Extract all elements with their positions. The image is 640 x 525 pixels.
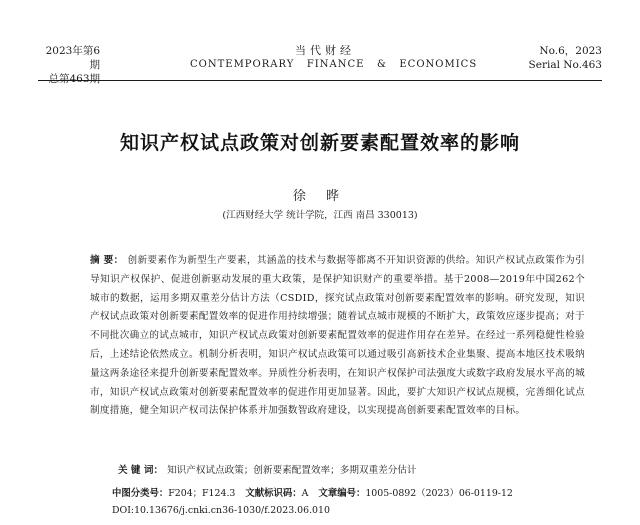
abstract [90, 252, 585, 421]
doi: DOI:10.13676/j.cnki.cn36-1030/f.2023.06.010 [112, 505, 330, 516]
journal-serial-info [502, 44, 602, 72]
total-issue: 总第463期 [48, 73, 100, 85]
keywords-label: 关 键 词： [118, 465, 164, 476]
article-author: 徐 晔 [292, 189, 348, 204]
journal-name [190, 44, 478, 72]
year-issue: 2023年第6期 [45, 45, 100, 71]
article-number-value: 1005-0892（2023）06-0119-12 [365, 488, 513, 499]
keywords-text: 知识产权试点政策；创新要素配置效率；多期双重差分估计 [167, 465, 417, 476]
journal-name-cn: 当代财经 [295, 44, 355, 57]
keywords [118, 462, 417, 476]
abstract-text: 创新要素作为新型生产要素，其涵盖的技术与数据等都离不开知识资源的供给。知识产权试点政策作为引导知识产权保护、促进创新驱动发展的重大政策，是保护知识财产的重要举措。基于2008—2019年中国262个城市的数据，运用多期双重差分估计方法（CSDID，探究试点政策对创新要素配置效率的影响。研究发现，知识产权试点政策对创新要素配置效率的促进作用持续增强；随着试点城市规模的不断扩大，政策效应逐步提高；对于不同批次确立的试点城市，知识产权试点政策对创新要素配置效率的促进作用存在差异。在经过一系列稳健性检验后，上述结论依然成立。机制分析表明，知识产权试点政策可以通过吸引高新技术企业集聚、提高本地区技术吸纳量这两条途径来提升创新要素配置效率。异质性分析表明，在知识产权保护司法强度大或数字政府发展水平高的城市，知识产权试点政策对创新要素配置效率的促进作用更加显著。因此，要扩大知识产权试点规模，完善细化试点制度措施，健全知识产权司法保护体系并加强数智政府建设，以实现提高创新要素配置效率的目标。 [90, 255, 585, 417]
doc-code-label: 文献标识码： [245, 488, 302, 499]
doc-code-value: A [301, 488, 309, 499]
abstract-label: 摘 要： [90, 255, 124, 266]
article-title: 知识产权试点政策对创新要素配置效率的影响 [119, 132, 520, 154]
serial-en: Serial No.463 [528, 59, 602, 71]
article-number-label: 文章编号： [318, 488, 366, 499]
clc-label: 中图分类号： [112, 488, 169, 499]
classification-line [112, 485, 513, 499]
author-affiliation: (江西财经大学 统计学院，江西 南昌 330013) [222, 210, 418, 221]
issue-en: No.6，2023 [539, 45, 602, 57]
header-rule [38, 80, 602, 81]
journal-name-en: CONTEMPORARY FINANCE & ECONOMICS [190, 59, 478, 70]
clc-value: F204；F124.3 [168, 488, 236, 499]
